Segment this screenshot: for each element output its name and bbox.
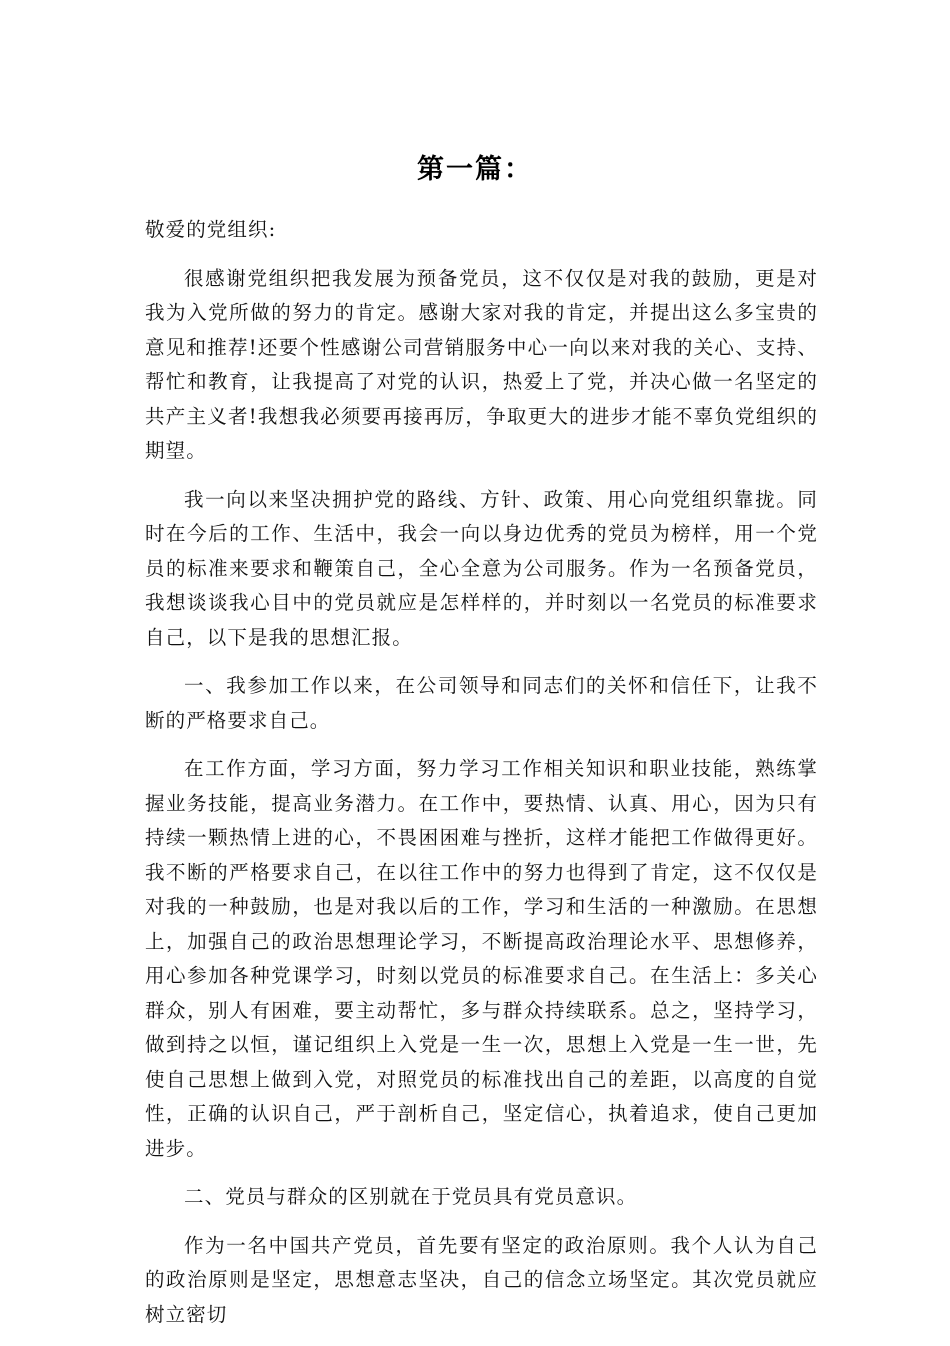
document-title: 第一篇： <box>417 154 533 185</box>
paragraph-thanks: 很感谢党组织把我发展为预备党员，这不仅仅是对我的鼓励，更是对我为入党所做的努力的肯定。感谢大家对我的肯定，并提出这么多宝贵的意见和推荐!还要个性感谢公司营销服务中心一向以来对我的关心、支持、帮忙和教育，让我提高了对党的认识，热爱上了党，并决心做一名坚定的共产主义者!我想我必须要再接再厉，争取更大的进步才能不辜负党组织的期望。 <box>145 266 818 462</box>
salutation: 敬爱的党组织: <box>145 218 277 241</box>
paragraph-section-two-heading: 二、党员与群众的区别就在于党员具有党员意识。 <box>184 1185 638 1208</box>
paragraph-section-one-heading: 一、我参加工作以来，在公司领导和同志们的关怀和信任下，让我不断的严格要求自己。 <box>145 674 818 732</box>
document-body <box>145 213 818 1346</box>
paragraph-political-principles: 作为一名中国共产党员，首先要有坚定的政治原则。我个人认为自己的政治原则是坚定，思想意志坚决，自己的信念立场坚定。其次党员就应树立密切 <box>145 1233 818 1326</box>
paragraph-commitment: 我一向以来坚决拥护党的路线、方针、政策、用心向党组织靠拢。同时在今后的工作、生活中，我会一向以身边优秀的党员为榜样，用一个党员的标准来要求和鞭策自己，全心全意为公司服务。作为一名预备党员，我想谈谈我心目中的党员就应是怎样样的，并时刻以一名党员的标准要求自己，以下是我的思想汇报。 <box>145 487 818 649</box>
paragraph-work-study-life: 在工作方面，学习方面，努力学习工作相关知识和职业技能，熟练掌握业务技能，提高业务潜力。在工作中，要热情、认真、用心，因为只有持续一颗热情上进的心，不畏困困难与挫折，这样才能把工作做得更好。我不断的严格要求自己，在以往工作中的努力也得到了肯定，这不仅仅是对我的一种鼓励，也是对我以后的工作，学习和生活的一种激励。在思想上，加强自己的政治思想理论学习，不断提高政治理论水平、思想修养，用心参加各种党课学习，时刻以党员的标准要求自己。在生活上：多关心群众，别人有困难，要主动帮忙，多与群众持续联系。总之，坚持学习，做到持之以恒，谨记组织上入党是一生一次，思想上入党是一生一世，先使自己思想上做到入党，对照党员的标准找出自己的差距，以高度的自觉性，正确的认识自己，严于剖析自己，坚定信心，执着追求，使自己更加进步。 <box>145 757 818 1160</box>
